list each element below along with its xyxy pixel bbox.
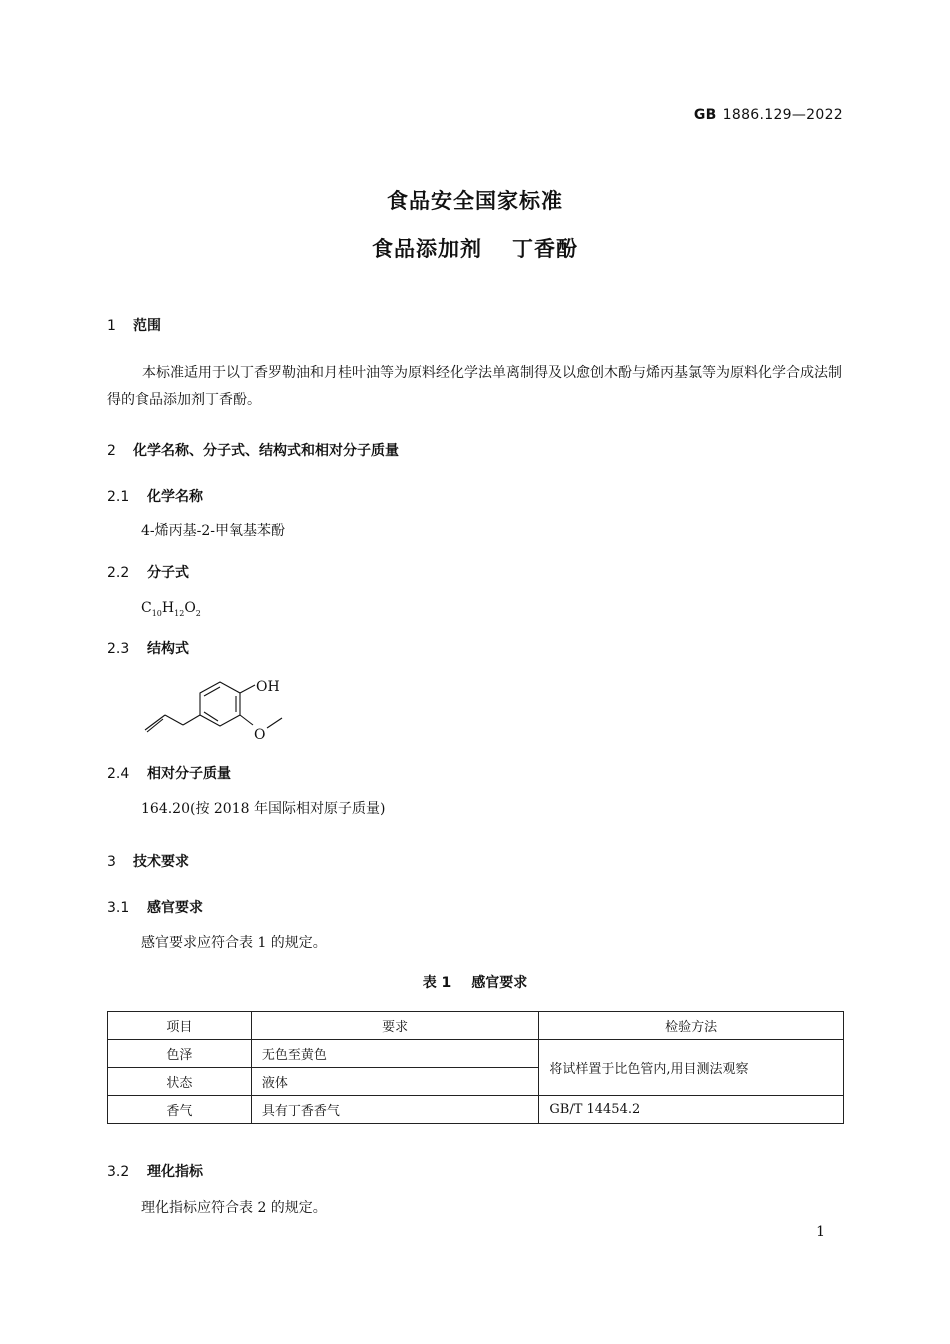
row-requirement: 无色至黄色: [251, 1040, 539, 1068]
page-number: 1: [816, 1224, 825, 1240]
table-1-caption: 表 1 感官要求: [422, 975, 528, 991]
row-method-merged: 将试样置于比色管内,用目测法观察: [539, 1040, 844, 1096]
header-item: 项目: [108, 1012, 252, 1040]
table-row: [108, 1040, 844, 1068]
row-item: 香气: [108, 1096, 252, 1124]
table-1: [107, 1011, 844, 1124]
page-title: 食品安全国家标准: [387, 189, 563, 213]
section-1-text: 本标准适用于以丁香罗勒油和月桂叶油等为原料经化学法单离制得及以愈创木酚与烯丙基氯等为原料化学合成法制得的食品添加剂丁香酚。: [107, 365, 842, 408]
header-requirement: 要求: [251, 1012, 539, 1040]
page-subtitle: [0, 233, 950, 263]
section-2-heading: 2 化学名称、分子式、结构式和相对分子质量: [107, 443, 399, 459]
row-item: 色泽: [108, 1040, 252, 1068]
row-item: 状态: [108, 1068, 252, 1096]
standard-number: [694, 107, 843, 123]
chemical-name: 4-烯丙基-2-甲氧基苯酚: [141, 523, 286, 539]
benzene-ring: [200, 682, 240, 726]
structural-formula: [138, 672, 308, 752]
section-2-3-heading: 2.3 结构式: [107, 641, 189, 657]
oh-label: OH: [256, 679, 280, 695]
section-3-1-text: 感官要求应符合表 1 的规定。: [141, 935, 327, 951]
section-3-2-text: 理化指标应符合表 2 的规定。: [141, 1200, 327, 1216]
standard-prefix: GB: [693, 107, 717, 123]
section-3-2-heading: 3.2 理化指标: [107, 1164, 203, 1180]
section-1-heading: 1 范围: [107, 318, 161, 334]
subtitle-part-a: 食品添加剂: [372, 237, 482, 261]
standard-code: 1886.129—2022: [722, 107, 843, 123]
table-header-row: [108, 1012, 844, 1040]
o-label: O: [254, 727, 266, 743]
section-2-1-heading: 2.1 化学名称: [107, 489, 203, 505]
header-method: 检验方法: [539, 1012, 844, 1040]
row-method: GB/T 14454.2: [539, 1096, 844, 1124]
section-2-2-heading: 2.2 分子式: [107, 565, 189, 581]
molecular-formula: $C_{10}H_{12}O_2$: [141, 600, 201, 618]
molecular-mass: 164.20(按 2018 年国际相对原子质量): [141, 801, 386, 817]
row-requirement: 液体: [251, 1068, 539, 1096]
section-3-1-heading: 3.1 感官要求: [107, 900, 203, 916]
table-row: [108, 1096, 844, 1124]
section-3-heading: 3 技术要求: [107, 854, 189, 870]
section-2-4-heading: 2.4 相对分子质量: [107, 766, 231, 782]
subtitle-part-b: 丁香酚: [512, 237, 578, 261]
row-requirement: 具有丁香香气: [251, 1096, 539, 1124]
